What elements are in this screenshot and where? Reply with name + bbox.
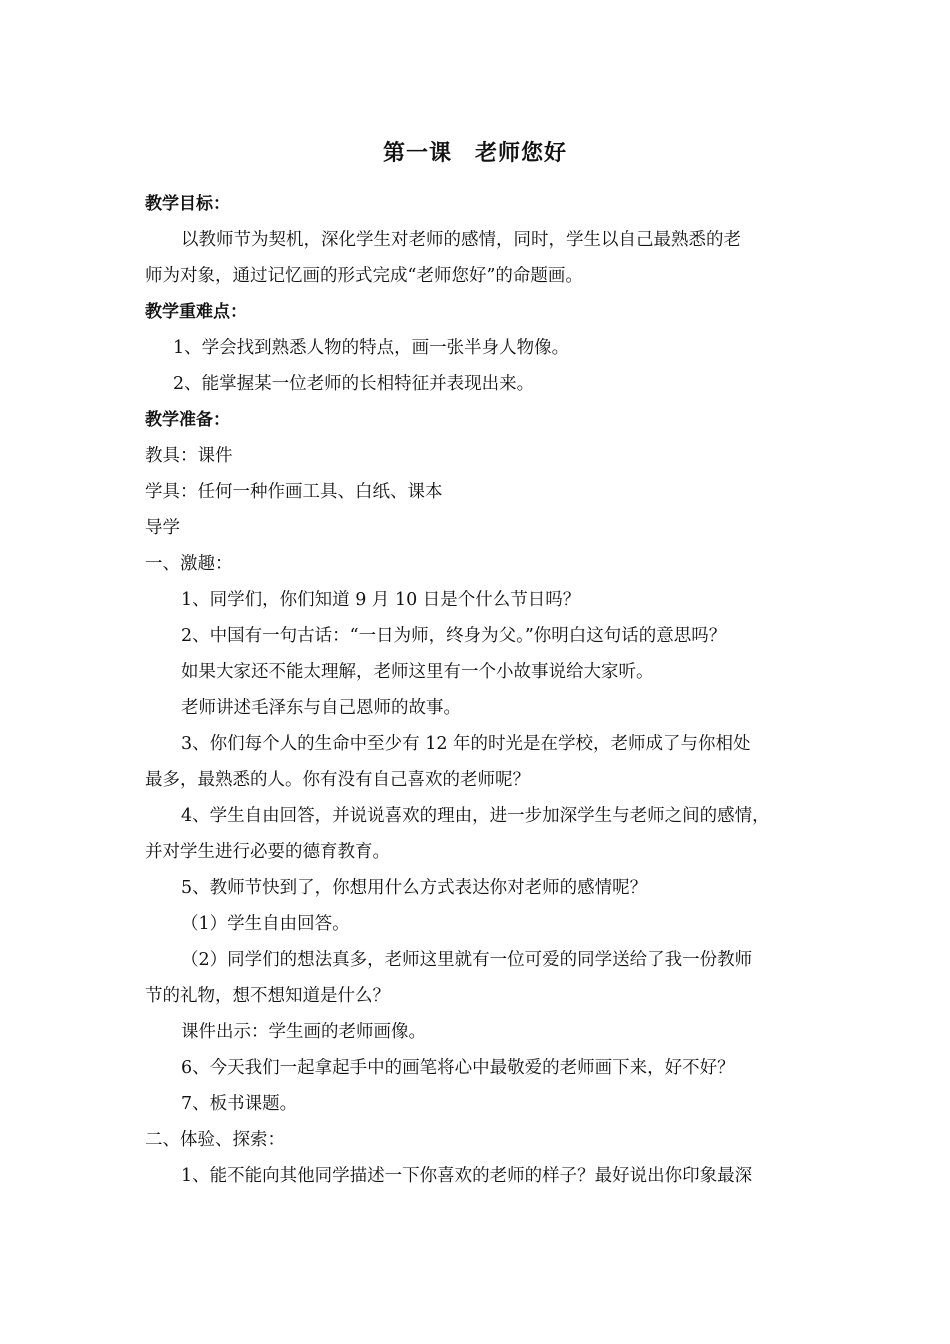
section-heading: 教学重难点： — [145, 302, 247, 322]
text-line: 1、学会找到熟悉人物的特点，画一张半身人物像。 — [173, 338, 570, 358]
text-line: （1）学生自由回答。 — [181, 914, 350, 934]
text-line: （2）同学们的想法真多，老师这里就有一位可爱的同学送给了我一份教师 — [181, 950, 753, 970]
text-line: 节的礼物，想不想知道是什么？ — [145, 986, 390, 1006]
text-line: 1、同学们，你们知道 9 月 10 日是个什么节日吗？ — [181, 590, 581, 610]
text-line: 教具：课件 — [145, 446, 233, 466]
text-line: 最多，最熟悉的人。你有没有自己喜欢的老师呢？ — [145, 770, 530, 790]
text-line: 师为对象，通过记忆画的形式完成“老师您好”的命题画。 — [145, 266, 583, 286]
text-line: 课件出示：学生画的老师画像。 — [181, 1022, 426, 1042]
text-line: 6、今天我们一起拿起手中的画笔将心中最敬爱的老师画下来，好不好？ — [181, 1058, 735, 1078]
text-line: 以教师节为契机，深化学生对老师的感情，同时，学生以自己最熟悉的老 — [181, 230, 741, 250]
text-line: 5、教师节快到了，你想用什么方式表达你对老师的感情呢？ — [181, 878, 648, 898]
text-line: 一、激趣： — [145, 554, 233, 574]
text-line: 二、体验、探索： — [145, 1130, 285, 1150]
text-line: 2、能掌握某一位老师的长相特征并表现出来。 — [173, 374, 535, 394]
document-body — [145, 186, 825, 1194]
text-line: 4、学生自由回答，并说说喜欢的理由，进一步加深学生与老师之间的感情， — [181, 806, 770, 826]
section-heading: 教学准备： — [145, 410, 230, 430]
text-line: 学具：任何一种作画工具、白纸、课本 — [145, 482, 443, 502]
text-line: 老师讲述毛泽东与自己恩师的故事。 — [181, 698, 461, 718]
text-line: 2、中国有一句古话：“一日为师，终身为父。”你明白这句话的意思吗？ — [181, 626, 727, 646]
text-line: 导学 — [145, 518, 180, 538]
text-line: 并对学生进行必要的德育教育。 — [145, 842, 390, 862]
text-line: 1、能不能向其他同学描述一下你喜欢的老师的样子？最好说出你印象最深 — [181, 1166, 753, 1186]
text-line: 如果大家还不能太理解，老师这里有一个小故事说给大家听。 — [181, 662, 654, 682]
text-line: 3、你们每个人的生命中至少有 12 年的时光是在学校，老师成了与你相处 — [181, 734, 751, 754]
text-line: 7、板书课题。 — [181, 1094, 298, 1114]
section-heading: 教学目标： — [145, 194, 230, 214]
page-title: 第一课 老师您好 — [382, 141, 567, 166]
